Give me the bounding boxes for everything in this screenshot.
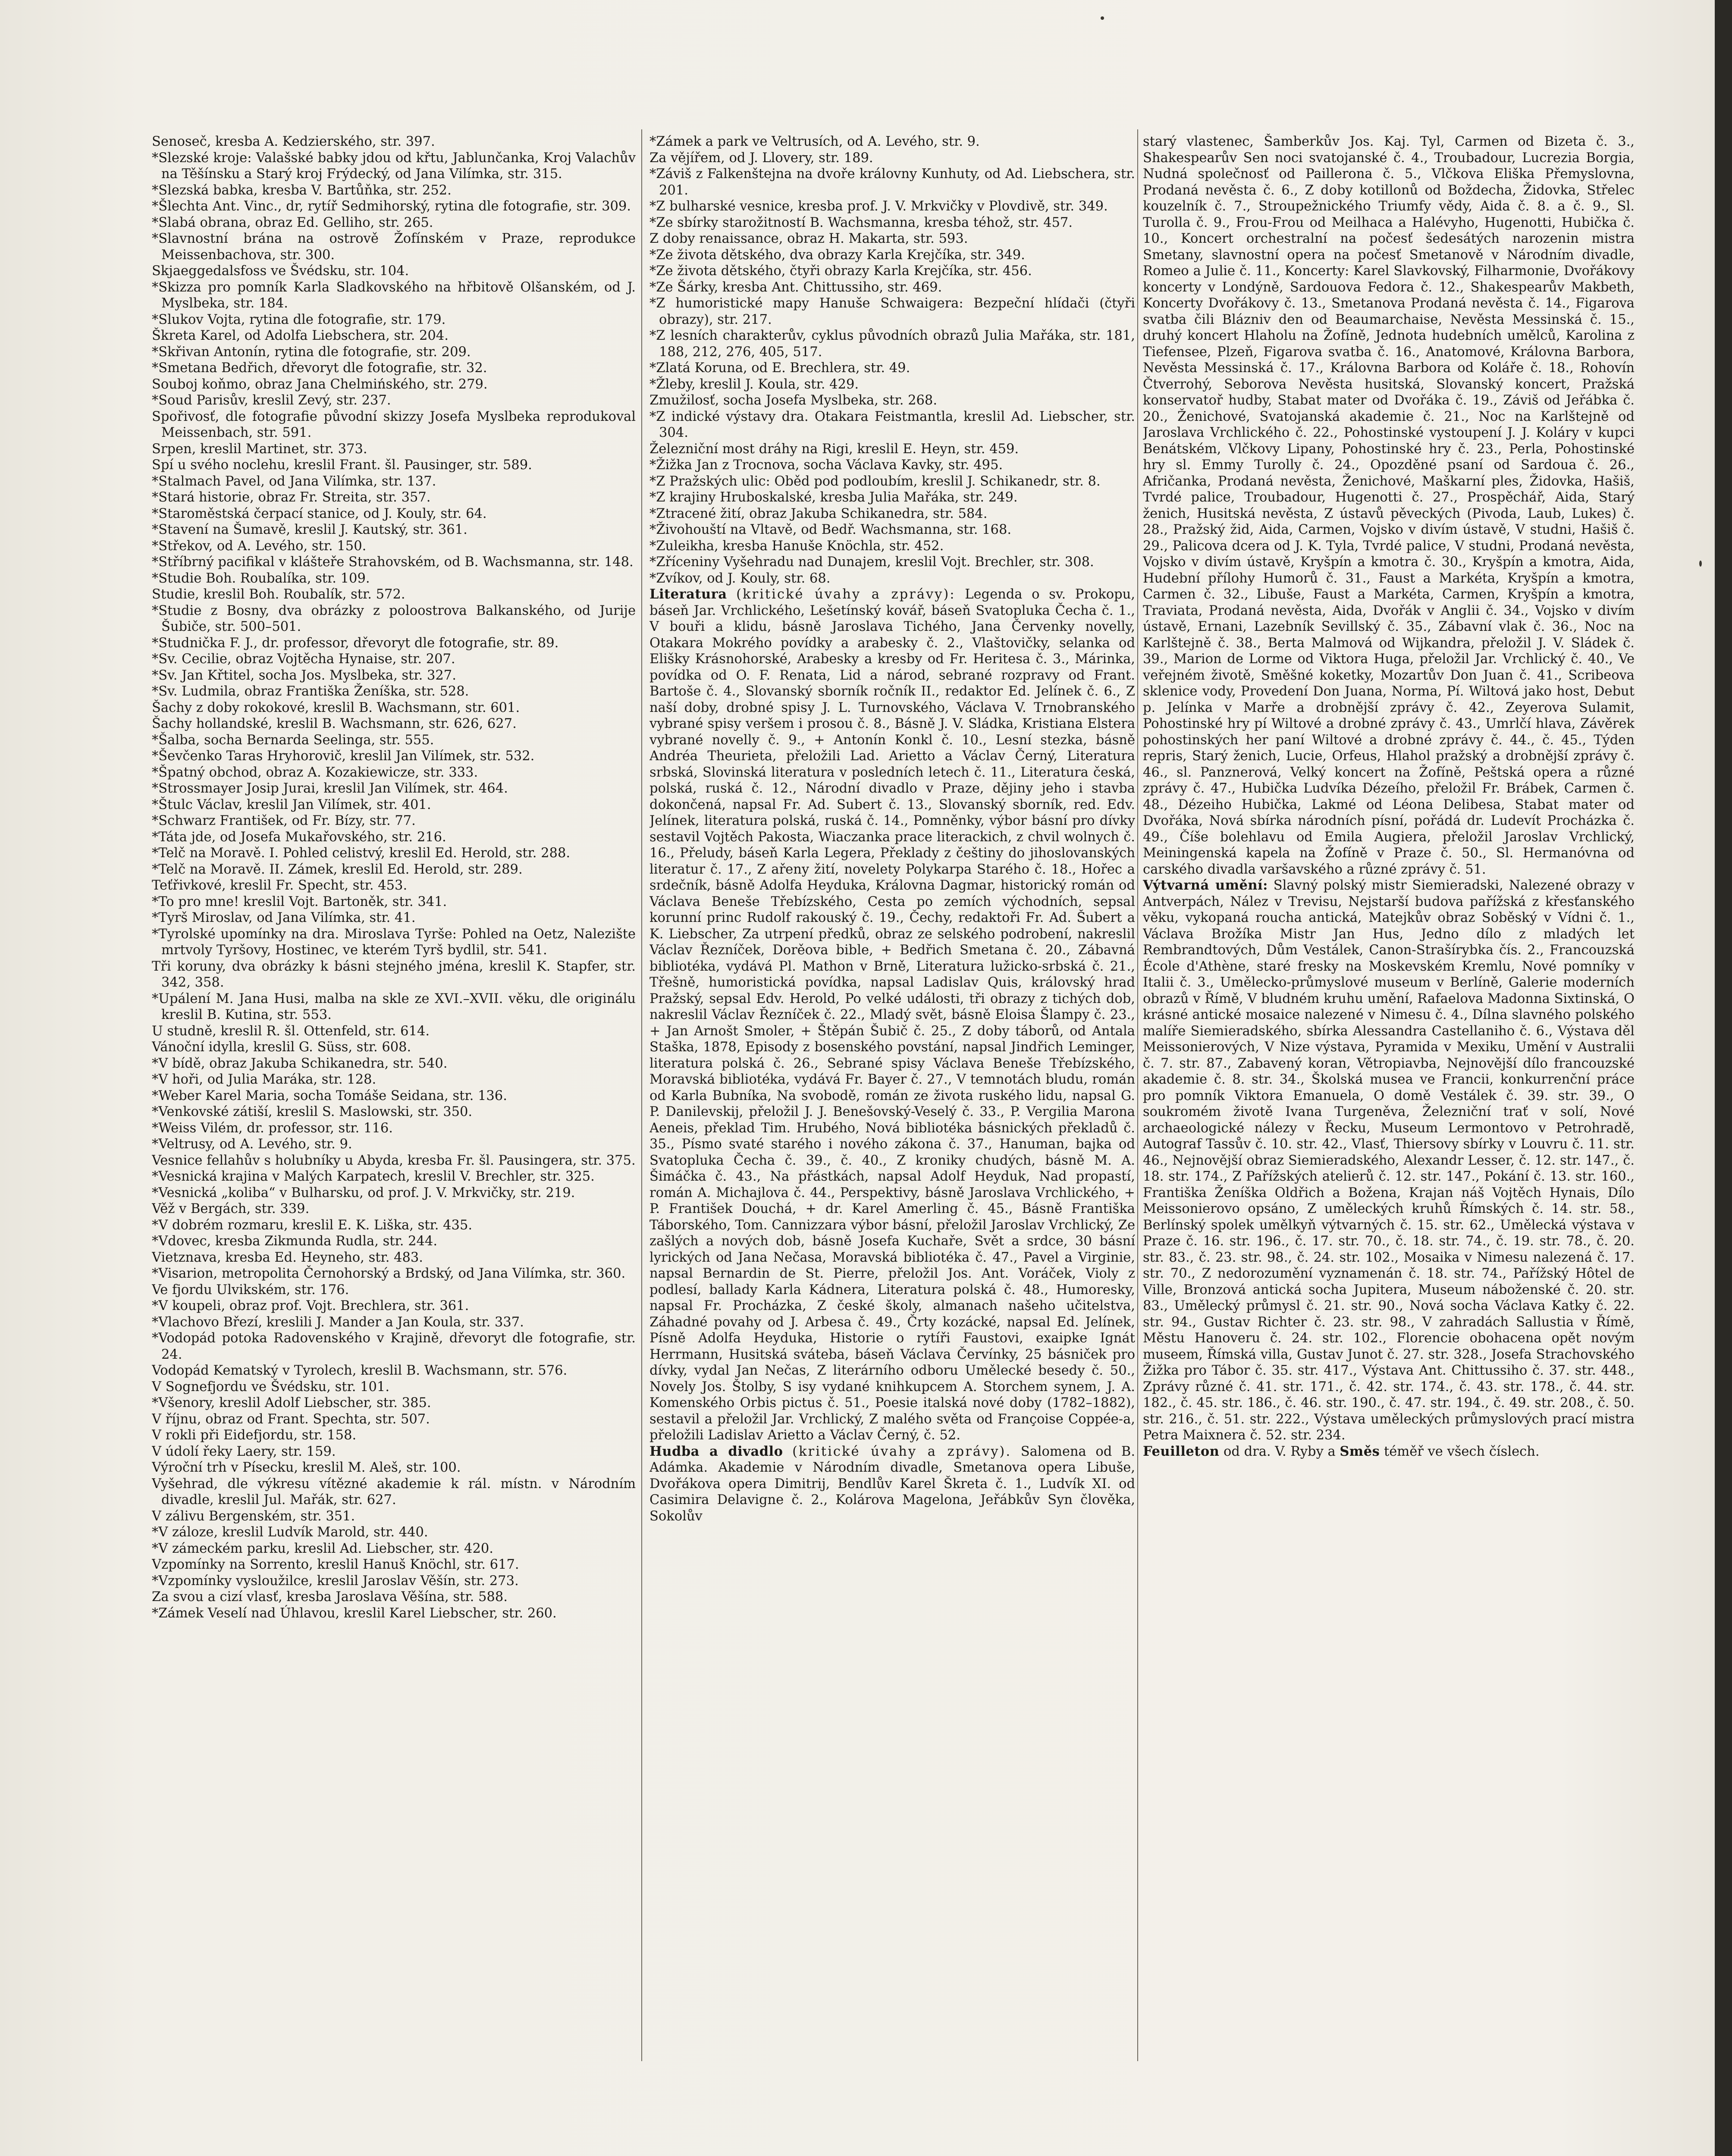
index-entry: *Vodopád potoka Radovenského v Krajině, dřevoryt dle fotografie, str. 24. (152, 1331, 636, 1362)
hudba-heading: Hudba a divadlo (650, 1443, 783, 1459)
literatura-section (650, 586, 1135, 1444)
index-entry: Teťřivkové, kreslil Fr. Specht, str. 453. (152, 878, 408, 893)
index-entry: *Záviš z Falkenštejna na dvoře královny Kunhuty, od Ad. Liebschera, str. 201. (650, 166, 1135, 198)
index-entry: *V bídě, obraz Jakuba Schikanedra, str. 540. (152, 1056, 448, 1071)
index-entry: *Veltrusy, od A. Levého, str. 9. (152, 1137, 352, 1152)
index-entry: *Zvíkov, od J. Kouly, str. 68. (650, 570, 831, 586)
index-entry: Vzpomínky na Sorrento, kreslil Hanuš Knöchl, str. 617. (152, 1557, 519, 1572)
index-entry: *Z humoristické mapy Hanuše Schwaigera: Bezpeční hlídači (čtyři obrazy), str. 217. (650, 296, 1135, 327)
index-entry: *Táta jde, od Josefa Mukařovského, str. 216. (152, 829, 446, 845)
index-entry: *Stalmach Pavel, od Jana Vilímka, str. 137. (152, 473, 436, 489)
index-entry: *Vzpomínky vysloužilce, kreslil Jaroslav Věšín, str. 273. (152, 1573, 519, 1589)
index-entry: *V hoři, od Julia Maráka, str. 128. (152, 1072, 377, 1087)
index-entry: *Tyrš Miroslav, od Jana Vilímka, str. 41. (152, 910, 416, 925)
index-entry: *Zámek a park ve Veltrusích, od A. Levého, str. 9. (650, 134, 980, 149)
index-entry: Za svou a cizí vlasť, kresba Jaroslava Věšína, str. 588. (152, 1589, 508, 1604)
index-entry: *Stará historie, obraz Fr. Streita, str. 357. (152, 490, 431, 505)
column-rule-left (641, 129, 642, 2061)
index-entry: *Vlachovo Březí, kreslili J. Mander a Jan Koula, str. 337. (152, 1314, 524, 1330)
index-entry: *Žleby, kreslil J. Koula, str. 429. (650, 376, 859, 392)
index-entry: *Ze sbírky starožitností B. Wachsmanna, kresba téhož, str. 457. (650, 215, 1073, 230)
index-entry: *Slabá obrana, obraz Ed. Gelliho, str. 265. (152, 215, 433, 230)
index-entry: *Zlatá Koruna, od E. Brechlera, str. 49. (650, 360, 910, 376)
vytvarna-heading: Výtvarná umění: (1143, 877, 1268, 893)
index-entry: Škreta Karel, od Adolfa Liebschera, str. 204. (152, 328, 449, 343)
index-entry: *Vesnická krajina v Malých Karpatech, kreslil V. Brechler, str. 325. (152, 1169, 595, 1184)
index-entry: *Sv. Ludmila, obraz Františka Ženíška, str. 528. (152, 684, 469, 699)
index-entry: V říjnu, obraz od Frant. Spechta, str. 507. (152, 1411, 430, 1427)
index-entry: *Weiss Vilém, dr. professor, str. 116. (152, 1120, 393, 1136)
index-entry: Tři koruny, dva obrázky k básni stejného jména, kreslil K. Stapfer, str. 342, 358. (152, 959, 636, 990)
index-entry: *Venkovské zátiší, kreslil S. Maslowski, str. 350. (152, 1104, 473, 1119)
index-entry: *Stavení na Šumavě, kreslil J. Kautský, str. 361. (152, 522, 468, 537)
index-entry: V rokli při Eidefjordu, str. 158. (152, 1428, 357, 1443)
index-entry: Senoseč, kresba A. Kedzierského, str. 397. (152, 134, 435, 149)
index-entry: *Zuleikha, kresba Hanuše Knöchla, str. 452. (650, 538, 944, 554)
index-entry: *Studnička F. J., dr. professor, dřevoryt dle fotografie, str. 89. (152, 635, 559, 651)
index-entry: Spořivosť, dle fotografie původní skizzy Josefa Myslbeka reprodukoval Meissenbach, str. 591. (152, 409, 636, 440)
index-entry: Za vějířem, od J. Llovery, str. 189. (650, 150, 873, 166)
index-entry: Železniční most dráhy na Rigi, kreslil E. Heyn, str. 459. (650, 441, 1019, 457)
index-entry: *Ze života dětského, čtyři obrazy Karla Krejčíka, str. 456. (650, 263, 1032, 279)
index-entry: *Vdovec, kresba Zikmunda Rudla, str. 244. (152, 1234, 438, 1249)
vytvarna-section (1143, 877, 1635, 1444)
smes-heading: Směs (1340, 1443, 1380, 1459)
index-entry: *Zámek Veselí nad Úhlavou, kreslil Karel Liebscher, str. 260. (152, 1605, 557, 1621)
feuilleton-section (1143, 1444, 1635, 1460)
index-entry: Srpen, kreslil Martinet, str. 373. (152, 441, 367, 457)
index-entry: *Telč na Moravě. II. Zámek, kreslil Ed. Herold, str. 289. (152, 862, 523, 877)
hudba-text: Salomena od B. Adámka. Akademie v Národním divadle, Smetanova opera Libuše, Dvořákova opera Dimitrij, Bendlův Karel Škreta č. 1., Ludvík XI. od Casimira Delavigne č. 2., Kolárova Magelona, Jeřábkův Syn člověka, Sokolův (650, 1444, 1135, 1524)
index-entry: Vietznava, kresba Ed. Heyneho, str. 483. (152, 1250, 424, 1265)
literatura-note: (kritické úvahy a zprávy): (736, 587, 956, 602)
index-entry: Vesnice fellahův s holubníky u Abyda, kresba Fr. šl. Pausingera, str. 375. (152, 1153, 636, 1168)
index-entry: *Ze Šárky, kresba Ant. Chittussiho, str. 469. (650, 279, 942, 295)
index-entry: *Upálení M. Jana Husi, malba na skle ze XVI.–XVII. věku, dle originálu kreslil B. Kutina, str. 553. (152, 991, 636, 1022)
index-entries-middle (650, 134, 1135, 586)
index-entry: *Skizza pro pomník Karla Sladkovského na hřbitově Olšanském, od J. Myslbeka, str. 184. (152, 279, 636, 311)
index-entry: Šachy z doby rokokové, kreslil B. Wachsmann, str. 601. (152, 700, 520, 715)
index-column-left (152, 134, 636, 2156)
index-entry: Souboj koňmo, obraz Jana Chelmińského, str. 279. (152, 376, 488, 392)
index-entry: Ve fjordu Ulvikském, str. 176. (152, 1282, 349, 1297)
index-entry: Zmužilosť, socha Josefa Myslbeka, str. 268. (650, 393, 938, 408)
index-entry: *V zámeckém parku, kreslil Ad. Liebscher, str. 420. (152, 1541, 493, 1556)
index-entry: U studně, kreslil R. šl. Ottenfeld, str. 614. (152, 1023, 430, 1039)
index-entry: Výroční trh v Písecku, kreslil M. Aleš, str. 100. (152, 1460, 461, 1475)
feuilleton-text: od dra. V. Ryby a (1224, 1444, 1336, 1459)
index-entry: *V koupeli, obraz prof. Vojt. Brechlera, str. 361. (152, 1298, 469, 1313)
index-column-right (1143, 134, 1635, 1858)
index-entry: *Telč na Moravě. I. Pohled celistvý, kreslil Ed. Herold, str. 288. (152, 846, 571, 861)
index-entry: Vyšehrad, dle výkresu vítězné akademie k rál. místn. v Národním divadle, kreslil Jul. Mařák, str. 627. (152, 1476, 636, 1507)
index-entry: *Žižka Jan z Trocnova, socha Václava Kavky, str. 495. (650, 458, 1003, 473)
paper-speck (1699, 561, 1702, 567)
index-entry: *Sv. Jan Křtitel, socha Jos. Myslbeka, str. 327. (152, 667, 456, 683)
index-entry: *Vesnická „koliba“ v Bulharsku, od prof. J. V. Mrkvičky, str. 219. (152, 1185, 575, 1200)
index-entry: *Ztracené žití, obraz Jakuba Schikanedra, str. 584. (650, 506, 988, 521)
index-entry: *Špatný obchod, obraz A. Kozakiewicze, str. 333. (152, 765, 478, 780)
index-entry: *Šlechta Ant. Vinc., dr, rytíř Sedmihorský, rytina dle fotografie, str. 309. (152, 199, 631, 214)
index-entry: *Soud Parisův, kreslil Zevý, str. 237. (152, 393, 391, 408)
index-entry: Z doby renaissance, obraz H. Makarta, str. 593. (650, 231, 968, 246)
index-entry: *To pro mne! kreslil Vojt. Bartoněk, str. 341. (152, 894, 447, 909)
index-entry: Studie, kreslil Boh. Roubalík, str. 572. (152, 587, 405, 602)
index-entry: *Z bulharské vesnice, kresba prof. J. V. Mrkvičky v Plovdivě, str. 349. (650, 199, 1108, 214)
index-entry: *Studie Boh. Roubalíka, str. 109. (152, 570, 370, 586)
hudba-section (650, 1444, 1135, 1525)
feuilleton-heading: Feuilleton (1143, 1443, 1220, 1459)
index-entry: *Strossmayer Josip Jurai, kreslil Jan Vilímek, str. 464. (152, 781, 508, 796)
literatura-heading: Literatura (650, 586, 727, 602)
index-entry: *Slukov Vojta, rytina dle fotografie, str. 179. (152, 312, 446, 327)
index-entry: *Smetana Bedřich, dřevoryt dle fotografie, str. 32. (152, 360, 487, 376)
index-entry: *Schwarz František, od Fr. Bízy, str. 77. (152, 813, 416, 828)
index-entry: *Slezská babka, kresba V. Bartůňka, str. 252. (152, 182, 452, 198)
index-entry: V zálivu Bergenském, str. 351. (152, 1508, 355, 1524)
hudba-note: (kritické úvahy a zprávy). (792, 1444, 1012, 1459)
smes-text: téměř ve všech číslech. (1384, 1444, 1540, 1459)
index-entry: *Studie z Bosny, dva obrázky z poloostrova Balkanského, od Jurije Šubiče, str. 500–501. (152, 603, 636, 634)
index-entry: *Z indické výstavy dra. Otakara Feistmantla, kreslil Ad. Liebscher, str. 304. (650, 409, 1135, 440)
index-entry: *Šalba, socha Bernarda Seelinga, str. 555. (152, 732, 434, 748)
index-entry: *Štulc Václav, kreslil Jan Vilímek, str. 401. (152, 797, 431, 812)
index-entry: V údolí řeky Laery, str. 159. (152, 1444, 336, 1459)
index-entry: *Tyrolské upomínky na dra. Miroslava Tyrše: Pohled na Oetz, Nalezište mrtvoly Tyršovy, Hostinec, ve kterém Tyrš bydlil, str. 541. (152, 926, 636, 958)
index-entry: *Slavnostní brána na ostrově Žofínském v Praze, reprodukce Meissenbachova, str. 300. (152, 231, 636, 263)
paper-speck (1101, 16, 1104, 20)
page-edge-shadow (1715, 0, 1732, 2156)
vytvarna-text: Slavný polský mistr Siemieradski, Nalezené obrazy v Antverpách, Nález v Trevisu, Nejstarší budova pařížská z křesťanského věku, vykopaná roucha antická, Matejkův obraz Soběský v Vídni č. 1., Václava Brožíka Mistr Jan Hus, Jedno dílo z mladých let Rembrandtových, Dům Vestálek, Canon-Strašírybka čís. 2., Francouzská École d'Athène, staré fresky na Moskevském Kremlu, Nové pomníky v Italii č. 3., Umělecko-průmyslové museum v Berlíně, Galerie moderních obrazů v Římě, V bludném kruhu umění, Rafaelova Madonna Sixtinská, O krásné antické mosaice nalezené v Nimesu č. 4., Dílna slavného polského malíře Siemieradského, sbírka Alessandra Castellaniho č. 6., Výstava děl Meissonierových, V Nize výstava, Pyramida v Mexiku, Umění v Australii č. 7. str. 87., Zabavený koran, Větropiavba, Nejnovější dílo francouzské akademie č. 8. str. 34., Školská musea ve Francii, konkurrenční práce pro pomník Viktora Emanuela, O domě Vestálek č. 39. str. 39., O soukromém životě Ivana Turgeněva, Železniční trať v solí, Nové archaeologické nálezy v Řecku, Museum Lermontovo v Petrohradě, Autograf Tassův č. 10. str. 42., Vlasť, Thiersovy sbírky v Louvru č. 11. str. 46., Nejnovější obraz Siemieradského, Alexandr Lesser, č. 12. str. 147., č. 18. str. 174., Z Pařížských atelierů č. 12. str. 147., Pokání č. 13. str. 160., Františka Ženíška Oldřich a Božena, Krajan náš Vojtěch Hynais, Dílo Meissonierovo opsáno, Z uměleckých kruhů Římských č. 14. str. 58., Berlínský spolek umělkyň výtvarných č. 15. str. 62., Umělecká výstava v Praze č. 16. str. 196., č. 17. str. 70., č. 18. str. 74., č. 19. str. 78., č. 20. str. 83., č. 23. str. 98., č. 24. str. 102., Mosaika v Nimesu nalezená č. 17. str. 70., Z nedorozumění vyznamenán č. 18. str. 74., Pařížský Hôtel de Ville, Bronzová antická socha Jupitera, Museum náboženské č. 20. str. 83., Umělecký průmysl č. 21. str. 90., Nová socha Václava Katky č. 22. str. 94., Gustav Richter č. 23. str. 98., V zahradách Sallustia v Římě, Městu Hanoveru č. 24. str. 102., Florencie obohacena opět novým museem, Římská villa, Gustav Junot č. 27. str. 328., Josefa Strachovského Žižka pro Tábor č. 35. str. 417., Výstava Ant. Chittussiho č. 37. str. 448., Zprávy různé č. 41. str. 171., č. 42. str. 174., č. 43. str. 178., č. 44. str. 182., č. 45. str. 186., č. 46. str. 190., č. 47. str. 194., č. 49. str. 208., č. 50. str. 216., č. 51. str. 222., Výstava uměleckých průmyslových prací mistra Petra Maixnera č. 52. str. 234. (1143, 878, 1635, 1443)
index-entry: *Z Pražských ulic: Oběd pod podloubím, kreslil J. Schikanedr, str. 8. (650, 473, 1101, 489)
index-entry: *Weber Karel Maria, socha Tomáše Seidana, str. 136. (152, 1088, 507, 1103)
index-entry: *Z krajiny Hruboskalské, kresba Julia Mařáka, str. 249. (650, 490, 1018, 505)
index-entry: V Sognefjordu ve Švédsku, str. 101. (152, 1379, 390, 1395)
index-entry: *Skřivan Antonín, rytina dle fotografie, str. 209. (152, 344, 471, 360)
hudba-text-continued: starý vlastenec, Šamberkův Jos. Kaj. Tyl, Carmen od Bizeta č. 3., Shakespearův Sen noci svatojanské č. 4., Troubadour, Lucrezia Borgia, Nudná společnosť od Paillerona č. 5., Vlčkova Eliška Přemyslovna, Prodaná nevěsta č. 6., Z doby kotillonů od Boždecha, Židovka, Střelec kouzelník č. 7., Stroupežnického Triumfy vědy, Aida č. 8. a č. 9., Sl. Turolla č. 9., Frou-Frou od Meilhaca a Halévyho, Hugenotti, Hubička č. 10., Koncert orchestralní na počesť šedesátých narozenin mistra Smetany, slavnostní opera na počesť Smetanově v Národním divadle, Romeo a Julie č. 11., Koncerty: Karel Slavkovský, Filharmonie, Dvořákovy koncerty v Londýně, Sardouova Fedora č. 12., Shakespearův Makbeth, Koncerty Dvořákovy č. 13., Smetanova Prodaná nevěsta č. 14., Figarova svatba čili Blázniv den od Beaumarchaise, Nevěsta Messinská č. 15., druhý koncert Hlaholu na Žofíně, Jednota hudebních umělců, Karolina z Tiefensee, Plzeň, Figarova svatba č. 16., Anatomové, Královna Barbora, Nevěsta Messinská č. 17., Královna Barbora od Koláře č. 18., Rohovín Čtverrohý, Seborova Nevěsta husitská, Slovanský koncert, Pražská konservatoř hudby, Stabat mater od Dvořáka č. 19., Záviš od Jeřábka č. 20., Ženichové, Svatojanská akademie č. 21., Noc na Karlštejně od Jaroslava Vrchlického č. 22., Pohostinské vystoupení J. J. Koláry v kupci Benátském, Vlčkovy Lipany, Pohostinské hry č. 23., Perla, Pohostinské hry sl. Emmy Turolly č. 24., Opozděné psaní od Sardoua č. 26., Afričanka, Prodaná nevěsta, Ženichové, Maškarní ples, Židovka, Hašiš, Tvrdé palice, Troubadour, Hugenotti č. 27., Prospěchář, Aida, Starý ženich, Husitská nevěsta, Z ústavů pěveckých (Pivoda, Laub, Lukes) č. 28., Pražský žid, Aida, Carmen, Vojsko v divím ústavě, V studni, Hašiš č. 29., Palicova dcera od J. K. Tyla, Tvrdé palice, V studni, Prodaná nevěsta, Vojsko v divím ústavě, Kryšpín a kmotra č. 30., Kryšpín a kmotra, Aida, Hudební přílohy Humorů č. 31., Faust a Markéta, Kryšpín a kmotra, Carmen č. 32., Libuše, Faust a Markéta, Carmen, Kryšpín a kmotra, Traviata, Prodaná nevěsta, Aida, Dvořák v Anglii č. 34., Vojsko v divím ústavě, Ernani, Lazebník Sevillský č. 35., Zábavní vlak č. 36., Noc na Karlštejně č. 38., Berta Malmová od Wijkandra, přeložil J. V. Sládek č. 39., Marion de Lorme od Viktora Huga, přeložil Jar. Vrchlický č. 40., Ve veřejném životě, Směšné koketky, Mozartův Don Juan č. 41., Scribeova sklenice vody, Provedení Don Juana, Norma, Pí. Wiltová jako host, Debut p. Jelínka v Marře a drobnější zprávy č. 42., Zeyerova Sulamit, Pohostinské hry pí Wiltové a drobné zprávy č. 43., Umrlčí hlava, Závěrek pohostinských her paní Wiltové a drobné zprávy č. 44., č. 45., Týden repris, Starý ženich, Lucie, Orfeus, Hlahol pražský a drobnější zprávy č. 46., sl. Panznerová, Velký koncert na Žofíně, Peštská opera a různé zprávy č. 47., Hubička Ludvíka Dézeího, přeložil Fr. Brábek, Carmen č. 48., Dézeiho Hubička, Lakmé od Léona Delibesa, Stabat mater od Dvořáka, Nová sbírka národních písní, pořádá dr. Ludevít Procházka č. 49., Číše bolehlavu od Emila Augiera, přeložil Jaroslav Vrchlický, Meiningenská kapela na Žofíně v Praze č. 50., Sl. Hermanóvna od carského divadla varšavského a různé zprávy č. 51. (1143, 134, 1635, 877)
index-entry: *Z lesních charakterův, cyklus původních obrazů Julia Mařáka, str. 181, 188, 212, 276, 405, 517. (650, 328, 1135, 360)
index-entry: Šachy hollandské, kreslil B. Wachsmann, str. 626, 627. (152, 716, 517, 731)
index-entry: Spí u svého noclehu, kreslil Frant. šl. Pausinger, str. 589. (152, 458, 532, 473)
index-entry: *Ze života dětského, dva obrazy Karla Krejčíka, str. 349. (650, 247, 1025, 263)
index-entry: *Sv. Cecilie, obraz Vojtěcha Hynaise, str. 207. (152, 652, 455, 667)
index-entry: *Staroměstská čerpací stanice, od J. Kouly, str. 64. (152, 506, 487, 521)
index-entry: *Ševčenko Taras Hryhorovič, kreslil Jan Vilímek, str. 532. (152, 749, 535, 764)
index-entry: *Stříbrný pacifikal v klášteře Strahovském, od B. Wachsmanna, str. 148. (152, 555, 634, 570)
index-entry: *Slezské kroje: Valašské babky jdou od křtu, Jablunčanka, Kroj Valachův na Těšínsku a Starý kroj Frýdecký, od Jana Vilímka, str. 315. (152, 150, 636, 182)
index-entry: *V dobrém rozmaru, kreslil E. K. Liška, str. 435. (152, 1217, 473, 1233)
index-entry: *Visarion, metropolita Černohorský a Brdský, od Jana Vilímka, str. 360. (152, 1266, 626, 1281)
index-entry: Skjaeggedalsfoss ve Švédsku, str. 104. (152, 263, 409, 279)
index-entry: Vodopád Kematský v Tyrolech, kreslil B. Wachsmann, str. 576. (152, 1363, 568, 1378)
index-entry: *V záloze, kreslil Ludvík Marold, str. 440. (152, 1525, 428, 1540)
index-entry: Vánoční idylla, kreslil G. Süss, str. 608. (152, 1040, 411, 1055)
index-entry: *Živohouští na Vltavě, od Bedř. Wachsmanna, str. 168. (650, 522, 1012, 537)
index-entry: Věž v Bergách, str. 339. (152, 1201, 310, 1216)
index-entry: *Střekov, od A. Levého, str. 150. (152, 538, 367, 554)
index-entry: *Všenory, kreslil Adolf Liebscher, str. 385. (152, 1395, 431, 1410)
index-entry: *Zříceniny Vyšehradu nad Dunajem, kreslil Vojt. Brechler, str. 308. (650, 555, 1094, 570)
index-column-middle (650, 134, 1135, 1988)
literatura-text: Legenda o sv. Prokopu, báseň Jar. Vrchlického, Lešetínský kovář, báseň Svatopluka Čecha č. 1., V bouři a klidu, básně Jaroslava Tichého, Jana Červenky novelly, Otakara Mokrého povídky a arabesky č. 2., Vlaštovičky, selanka od Elišky Krásnohorské, Arabesky a kresby od Fr. Heritesa č. 3., Márinka, povídka od O. F. Renata, Lid a národ, sebrané rozpravy od Frant. Bartoše č. 4., Slovanský sborník ročník II., redaktor Ed. Jelínek č. 6., Z naší doby, drobné spisy J. L. Turnovského, Václava V. Trnobranského vybrané spisy veršem i prosou č. 8., Básně J. V. Sládka, Kristiana Elstera vybrané novelly č. 9., + Antonín Konkl č. 10., Lesní stezka, básně Andréa Theurieta, přeložili Lad. Arietto a Václav Černý, Literatura srbská, Slovinská literatura v posledních letech č. 11., Literatura česká, polská, ruská č. 12., Národní divadlo v Praze, dějiny jeho i stavba dokončená, napsal Fr. Ad. Subert č. 13., Slovanský sborník, red. Edv. Jelínek, literatura polská, ruská č. 14., Pomněnky, výbor básní pro dívky sestavil Vojtěch Pakosta, Wiaczanka prace literackich, z chvil wolnych č. 16., Přeludy, báseň Karla Legera, Překlady z češtiny do jihoslovanských literatur č. 17., Z ařeny žití, novelety Polykarpa Starého č. 18., Hořec a srdečník, básně Adolfa Heyduka, Královna Dagmar, historický román od Václava Beneše Třebízského, Cesta po zemích východních, sepsal korunní princ Rudolf rakouský č. 19., Čechy, redaktoři Fr. Ad. Šubert a K. Liebscher, Za utrpení předků, obraz ze selského podrobení, nakreslil Václav Řezníček, Dorěova bible, + Bedřich Smetana č. 20., Zábavná bibliotéka, vydává Pl. Mathon v Brně, Literatura lužicko-srbská č. 21., Třešně, humoristická povídka, napsal Ladislav Quis, královský hrad Pražský, sepsal Edv. Herold, Po velké události, tři obrazy z tichých dob, nakreslil Václav Řezníček č. 22., Mladý svět, básně Eloisa Šlampy č. 23., + Jan Arnošt Smoler, + Štěpán Šubič č. 25., Z doby táborů, od Antala Staška, 1878, Episody z bosenského povstání, napsal Jindřich Leminger, literatura polská č. 26., Sebrané spisy Václava Beneše Třebízského, Moravská bibliotéka, vydává Fr. Bayer č. 27., V temnotách bludu, román od Karla Bubníka, Na svobodě, román ze života ruského lidu, napsal G. P. Danilevskij, přeložil J. J. Benešovský-Veselý č. 33., P. Vergilia Marona Aeneis, překlad Tim. Hrubého, Nová bibliotéka básnických překladů č. 35., Písmo svaté starého i nového zákona č. 37., Hanuman, bajka od Svatopluka Čecha č. 39., č. 40., Z kroniky chudých, básně M. A. Šimáčka č. 43., Na přástkách, napsal Adolf Heyduk, Nad propastí, román A. Michajlova č. 44., Perspektivy, básně Jaroslava Vrchlického, + P. František Douchá, + dr. Karel Amerling č. 45., Básně Františka Táborského, Tom. Cannizzara výbor básní, přeložil Jaroslav Vrchlický, Ze zašlých a nových dob, básně Josefa Kuchaře, Svět a srdce, 30 básní lyrických od Jana Nečasa, Moravská bibliotéka č. 47., Pavel a Virginie, napsal Bernardin de St. Pierre, přeložil Jos. Ant. Voráček, Violy z podlesí, ballady Karla Kádnera, Literatura polská č. 48., Humoresky, napsal Fr. Procházka, Z české školy, almanach našeho učitelstva, Záhadné povahy od J. Arbesa č. 49., Črty kozácké, napsal Ed. Jelínek, Písně Adolfa Heyduka, Historie o rytíři Faustovi, exaipke Ignát Herrmann, Husitská sváteba, báseň Václava Červínky, 25 básniček pro dívky, vydal Jan Nečas, Z literárního odboru Umělecké besedy č. 50., Novely Jos. Štolby, S isy vydané knihkupcem A. Storchem synem, J. A. Komenského Orbis pictus č. 51., Poesie italská nové doby (1782–1882), sestavil a přeložil Jar. Vrchlický, Z malého světa od Françoise Coppée-a, přeložili Ladislav Arietto a Václav Černý, č. 52. (650, 587, 1135, 1443)
column-rule-right (1137, 129, 1138, 2061)
